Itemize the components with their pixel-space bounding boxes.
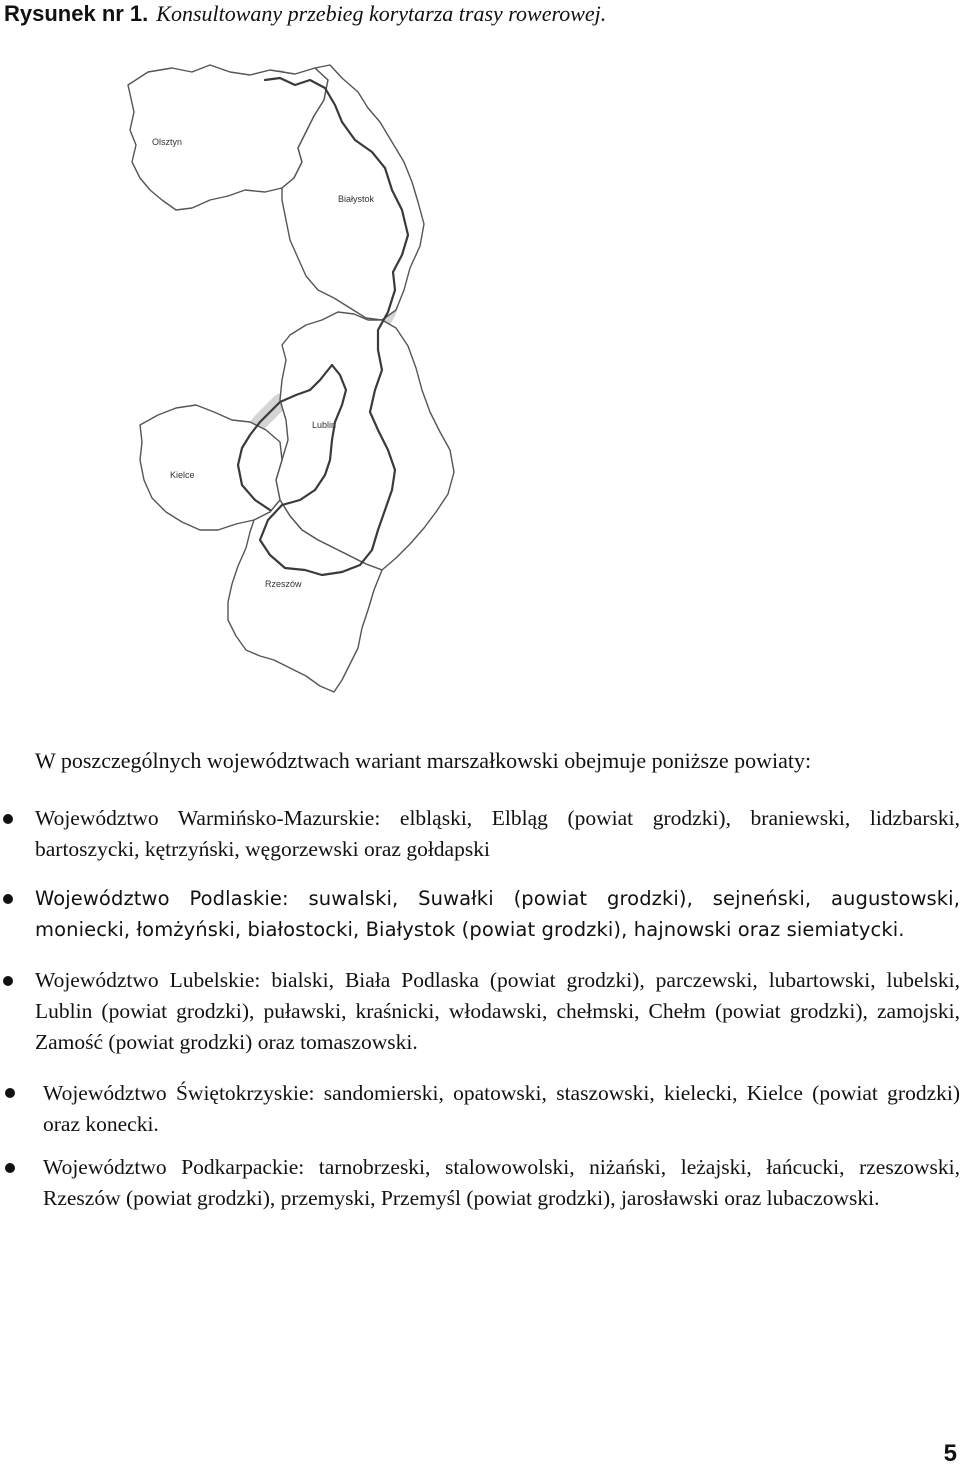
map-label-rzeszow: Rzeszów	[265, 579, 302, 589]
map-label-kielce: Kielce	[170, 470, 195, 480]
list-item-text: Województwo Podkarpackie: tarnobrzeski, stalowowolski, niżański, leżajski, łańcucki, rzeszowski, Rzeszów (powiat grodzki), przemyski, Przemyśl (powiat grodzki), jarosławski oraz lubaczowski.	[43, 1155, 960, 1210]
figure-title: Konsultowany przebieg korytarza trasy rowerowej.	[156, 1, 607, 26]
route-map	[110, 50, 490, 700]
figure-caption	[4, 0, 606, 28]
list-item-text: Województwo Podlaskie: suwalski, Suwałki (powiat grodzki), sejneński, augustowski, moniecki, łomżyński, białostocki, Białystok (powiat grodzki), hajnowski oraz siemiatycki.	[35, 887, 960, 941]
list-item	[0, 1078, 960, 1140]
figure-label: Rysunek nr 1.	[4, 1, 149, 26]
list-item-text: Województwo Świętokrzyskie: sandomierski, opatowski, staszowski, kielecki, Kielce (powiat grodzki) oraz konecki.	[43, 1081, 960, 1136]
bullet-icon	[3, 976, 13, 986]
powiaty-list	[0, 803, 960, 1214]
map-label-lublin: Lublin	[312, 420, 337, 430]
list-item	[0, 803, 960, 865]
route-map-svg	[110, 50, 490, 700]
bullet-icon	[3, 894, 13, 904]
list-item-text: Województwo Warmińsko-Mazurskie: elbląski, Elbląg (powiat grodzki), braniewski, lidzbarski, bartoszycki, kętrzyński, węgorzewski oraz gołdapski	[35, 806, 960, 861]
map-label-olsztyn: Olsztyn	[152, 137, 183, 147]
list-item	[0, 1152, 960, 1214]
bullet-icon	[3, 814, 13, 824]
list-item	[0, 965, 960, 1058]
voivodeship-borders	[128, 65, 454, 692]
list-item-text: Województwo Lubelskie: bialski, Biała Podlaska (powiat grodzki), parczewski, lubartowski, lubelski, Lublin (powiat grodzki), puławski, kraśnicki, włodawski, chełmski, Chełm (powiat grodzki), zamojski, Zamość (powiat grodzki) oraz tomaszowski.	[35, 968, 960, 1054]
intro-text: W poszczególnych województwach wariant marszałkowski obejmuje poniższe powiaty:	[35, 748, 812, 773]
list-item	[0, 883, 960, 945]
page-number: 5	[943, 1440, 957, 1467]
bullet-icon	[5, 1163, 15, 1173]
map-label-bialystok: Białystok	[338, 194, 375, 204]
bullet-icon	[5, 1088, 15, 1098]
